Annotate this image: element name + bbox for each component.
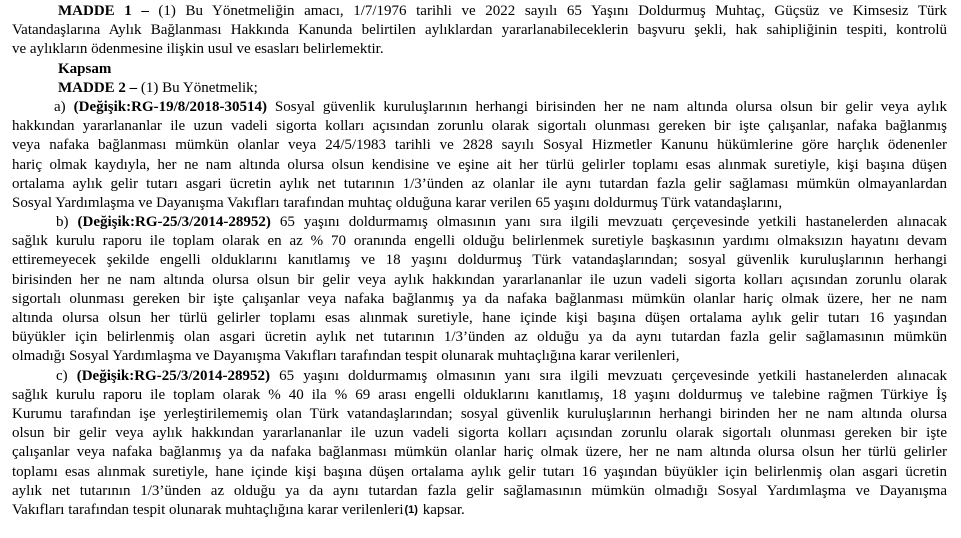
item-c-line: sağlık kurulu raporu ile toplam olarak % 40 ila % 69 arası engelli olduklarını kanıtlamış, 18 yaşını doldurmuş ve talebine rağmen Türkiye İş	[12, 386, 947, 403]
item-b-first-line	[12, 213, 947, 232]
madde-1-text: (1) Bu Yönetmeliğin amacı, 1/7/1976 tarihli ve 2022 sayılı 65 Yaşını Doldurmuş Muhtaç, Güçsüz ve Kimsesiz Türk	[158, 3, 948, 19]
madde-1-line: ve aylıkların ödenmesine ilişkin usul ve esasları belirlemektir.	[12, 41, 384, 58]
madde-1-first-line	[12, 2, 947, 21]
item-c-line: toplamı esas alınmak suretiyle, hane içinde kişi başına düşen ortalama aylık gelir tutarı 16 yaşından büyükler için belirlenmiş olan asgari ücretin	[12, 463, 947, 480]
item-b-text: 65 yaşını doldurmamış olmasının yanı sıra ilgili mevzuatı çerçevesinde yetkili hastanelerden alınacak	[279, 214, 948, 231]
item-b-label: b)	[56, 214, 69, 231]
madde-1-heading: MADDE 1 –	[58, 3, 149, 19]
item-c-last-text: Vakıfları tarafından tespit olunarak muhtaçlığına karar verilenleri	[12, 501, 404, 518]
madde-2-first-line	[12, 79, 947, 98]
madde-2-intro: (1) Bu Yönetmelik;	[140, 79, 258, 96]
item-a-line: veya nafaka bağlanması mümkün olanlar veya 24/5/1983 tarihli ve 2828 sayılı Sosyal Hizmetler Kanunu hükümlerine göre harçlık ödenenler	[12, 137, 947, 154]
amendment-footnote-marker[interactable]: (1)	[404, 503, 418, 516]
item-b-line: sigortalı olunması gereken bir işte çalışanlar veya nafaka bağlanmış ya da nafaka bağlanması mümkün olanlar hariç olmak üzere, her ne nam	[12, 290, 947, 307]
item-c-line: çalışanlar veya nafaka bağlanmış ya da nafaka bağlanması mümkün olanlar hariç olmak üzere, her ne nam altında olursa olsun her türlü gelirler	[12, 444, 947, 461]
item-a-amendment: (Değişik:RG-19/8/2018-30514)	[73, 98, 267, 115]
item-a-line: ortalama aylık gelir tutarı asgari ücretin aylık net tutarının 1/3’ünden az olanlar ile aynı tutardan fazla gelir sağlaması mümkün olmayanlardan	[12, 175, 947, 192]
item-b-line: olmadığı Sosyal Yardımlaşma ve Dayanışma Vakıfları tarafından tespit olunarak muhtaçlığına karar verilenleri,	[12, 348, 680, 365]
item-b-line: altında olursa olsun her türlü gelirler toplamı esas alınmak suretiyle, hane içinde kişi başına düşen ortalama aylık gelir tutarı 16 yaşından	[12, 310, 947, 326]
item-a-line: hakkından yararlananlar ile uzun vadeli sigorta kolları açısından zorunlu olarak sigortalı olunması gereken bir işte çalışanlar, nafaka bağlanmış	[12, 118, 947, 135]
item-c-line: Kurumu tarafından işe yerleştirilememiş olan Türk vatandaşlarından; sosyal güvenlik kuruluşlarının herhangi birinden her ne nam altında olursa	[12, 405, 947, 422]
item-c-last-line	[12, 501, 947, 520]
item-a-label: a)	[54, 98, 66, 115]
item-b-line: büyükler için belirlenmiş olan asgari ücretin aylık net tutarının 1/3’ünden az olduğu ya da aynı tutardan fazla gelir sağlamasının mümkün	[12, 329, 947, 346]
item-a-line: hariç olmak kaydıyla, her ne nam altında olursa olsun kendisine ve eşine ait her türlü gelirler toplamı esas alınmak suretiyle, kişi başına düşen	[12, 156, 947, 173]
item-b-line: ettiremeyecek şekilde engelli olduklarını kanıtlamış ve 18 yaşını doldurmuş Türk vatandaşlarından; sosyal güvenlik kuruluşlarının herhangi	[12, 252, 947, 269]
item-a-first-line	[12, 98, 947, 117]
item-c-label: c)	[56, 367, 68, 384]
item-c-line: aylık net tutarının 1/3’ünden az olduğu ya da aynı tutardan fazla gelir sağlamasının mümkün olmadığı Sosyal Yardımlaşma ve Dayanışma	[12, 482, 947, 499]
item-b-line: sağlık kurulu raporu ile toplam olarak en az % 70 oranında engelli olduğu belirlenmek suretiyle başkasının yardımı olmaksızın hayatını devam	[12, 233, 947, 250]
item-c-last-end: kapsar.	[422, 501, 465, 518]
item-a-text: Sosyal güvenlik kuruluşlarının herhangi birisinden her ne nam altında olursa olsun bir gelir veya aylık	[274, 98, 948, 115]
item-c-first-line	[12, 367, 947, 386]
item-a-line: Sosyal Yardımlaşma ve Dayanışma Vakıfları tarafından muhtaç olduğuna karar verilen 65 yaşını doldurmuş Türk vatandaşlarını,	[12, 194, 783, 211]
item-c-line: olsun bir gelir veya aylık hakkından yararlananlar ile uzun vadeli sigorta kolları açısından zorunlu olarak sigortalı olunması gereken bir işte	[12, 425, 947, 442]
item-b-line: birisinden her ne nam altında olursa olsun bir gelir veya aylık hakkından yararlananlar ile uzun vadeli sigorta kolları açısından zorunlu olarak	[12, 271, 947, 288]
madde-1-line: Vatandaşlarına Aylık Bağlanması Hakkında Kanunda belirtilen aylıklardan yararlanabileceklerin başvuru şekli, hak sahipliğinin tespiti, kontrolü	[12, 22, 947, 39]
item-c-amendment: (Değişik:RG-25/3/2014-28952)	[76, 367, 271, 384]
madde-2-heading: MADDE 2 –	[58, 79, 138, 96]
item-c-text: 65 yaşını doldurmamış olmasının yanı sıra ilgili mevzuatı çerçevesinde yetkili hastanelerden alınacak	[279, 367, 948, 384]
item-b-amendment: (Değişik:RG-25/3/2014-28952)	[77, 214, 271, 231]
section-title: Kapsam	[58, 60, 112, 77]
